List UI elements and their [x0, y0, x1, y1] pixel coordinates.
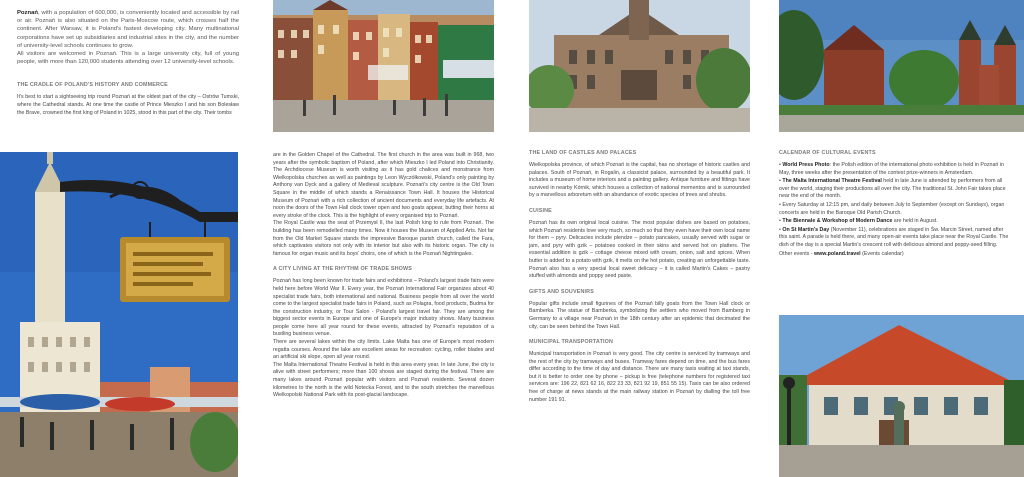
history-paragraph-2: The Royal Castle was the seat of Przemysł II, the last Polish king to rule from Poznań. The building has been remodelled many times. Now it houses the Museum of Applied Arts. Not far from the Old Market Square stands the impressive Baroque parish church, called the Fara, which captivates visitors not only with its interior but also with its historic organ. The city is famous for organ music and its boys' choirs, one of which is the Poznań Nightingales.: [273, 220, 494, 257]
calendar-item: • The Biennale & Workshop of Modern Dance are held in August.: [779, 218, 938, 225]
intro-text: , with a population of 600,000, is conveniently located and accessible by rail or air. Poznań is also situated on the Paris-Moscow route, which crosses half the continent. After Warsaw, it is Poland's fastest developing city. Many multinational corporations have set up subsidiaries and industrial sites in the city, and the number of university-level schools continues to grow.: [17, 10, 239, 49]
calendar-item-text: held in late June is attended by performers from all over the world, staging their productions all over the city. The traditional St. John Fair takes place near the end of the month.: [779, 178, 1006, 200]
column-4: [779, 150, 1011, 259]
gifts-paragraph: Popular gifts include small figurines of the Poznań billy goats from the Town Hall clock or Bamberka. The statue of Bamberka, symbolizing the settlers who moved from Bamberg in Germany to a village near Poznań in the 18th century after an epidemic that decimated the city, can be seen behind the Town Hall.: [529, 300, 750, 330]
column-2: [273, 152, 494, 400]
calendar-item-text: (November 11), celebrations are staged in Św. Marcin Street, named after this saint. A parade is held there, and many open-air events take place near the Royal Castle. The dish of the day is a special Martin's crescent roll with delicious almond and poppy-seed filling.: [779, 226, 1009, 248]
cuisine-paragraph: Poznań has its own original local cuisine. The most popular dishes are based on potatoes, which Poznań residents love very much, so much so that they even have their own local name for them – pyry. Delicacies include plendze – potato pancakes, usually served with sugar or jam, and pyry with gzik – potatoes cooked in their skins and served hot on platters. The essential addition is gzik – cottage cheese mixed with cream, onion, salt and spices. When butter is added to a potato with gzik, it melts on the hot potato, creating an unforgettable taste. Poznań also has a very special local sweet delicacy – it is called Martin's Cakes – pastry stuffed with almonds and poppy seed paste.: [529, 219, 750, 280]
transport-paragraph: Municipal transportation in Poznań is very good. The city centre is serviced by tramways and the rest of the city by tramways and buses. Tramway fares depend on time, and the bus fares differ according to the time of day and distance. There are many taxis waiting at taxi stands, but it is better to order one by phone – pickup is free (telephone numbers for registered taxi services are: 196 22, 821 62 16, 822 23 33, 821 92 19, 851 55 15). Taxis can be also ordered free of charge at news stands at the main railway station in Poznań by dialling the toll free number 191 91.: [529, 351, 750, 403]
calendar-item-text: : the Polish edition of the international photo exhibition is held in Poznań in May, three weeks after the presentation of the contest prize-winners in Amsterdam.: [779, 162, 1004, 176]
intro-city-name: Poznań: [17, 10, 38, 16]
column-3: [529, 150, 750, 404]
photo-old-town-square: [273, 0, 494, 132]
trade-paragraph-1: Poznań has long been known for trade fairs and exhibitions – Poland's largest trade fairs were held here before World War II. Every year, the Poznań International Fair organizes about 40 specialist trade fairs, both international and national. Business people from all over the world come to the largest specialist trade fairs in Poland, such as Polagra, food products, Budma for the construction industry, or Tour Salon - Poland's largest travel fair. They are among the biggest sector events in Europe and one of Europe's major industry shows. Many business people come here all year round for these events, attracted by Poznań's reputation of a bustling business venue.: [273, 278, 494, 338]
trade-paragraph-2: There are several lakes within the city limits. Lake Malta has one of Europe's most modern regatta courses. Around the lake are excellent areas for recreation: cycling, roller blades and an artificial ski slope, open all year round.: [273, 339, 494, 361]
calendar-item: • Every Saturday at 12:15 pm, and daily between July to September (except on Sundays), organ concerts are held in the Baroque Old Parish Church.: [779, 201, 1005, 216]
calendar-list: [779, 162, 1011, 258]
heading-cuisine: CUISINE: [529, 207, 552, 214]
other-events-link[interactable]: www.poland.travel: [814, 250, 861, 257]
calendar-item-title: World Press Photo: [782, 162, 830, 168]
heading-calendar: CALENDAR OF CULTURAL EVENTS: [779, 150, 876, 156]
heading-gifts: GIFTS AND SOUVENIRS: [529, 288, 594, 295]
intro-paragraph: [17, 9, 239, 50]
castles-paragraph: Wielkopolska province, of which Poznań is the capital, has no shortage of historic castles and palaces. South of Poznań, in Rogalin, a classicist palace, surrounded by a beautiful park. It includes a museum of home interiors and a painting gallery. Antique furniture and fittings have survived in nearby Kórnik, which houses a collection of national mementos and is surrounded by a marvellous arboretum with an abundance of exotic species of trees and shrubs.: [529, 162, 750, 199]
other-events-suffix: (Events calendar): [860, 250, 904, 257]
heading-transport: MUNICIPAL TRANSPORTATION: [529, 339, 614, 346]
calendar-item-text: Every Saturday at 12:15 pm, and daily between July to September (except on Sundays), organ concerts are held in the Baroque Old Parish Church.: [779, 201, 1005, 216]
calendar-item-title: The Malta International Theatre Festival: [782, 178, 882, 185]
heading-trade-shows: A CITY LIVING AT THE RHYTHM OF TRADE SHOWS: [273, 266, 412, 273]
history-paragraph-1: are in the Golden Chapel of the Cathedral. The first church in the area was built in 968, two years after the symbolic baptism of Poland, after which Mieszko I led Poland into Christianity. The Archdiocese Museum is worth visiting as it has gold chalices and monstrance from Wielkopolska churches as well as paintings by Leon Wyczółkowski, Poland's only painting by Anthony van Dyck and a gallery of Medieval sculpture. Poznań's city centre is the Old Town Square in the middle of which stands a Renaissance Town Hall. It houses the Historical Museum of Poznań with a rich collection of ancient documents and everyday life artefacts. At noon the doors of the Town Hall clock tower open and two goats appear, butting their horns at every stroke of the clock. This is the highlight of every organised trip to Poznań.: [273, 152, 494, 219]
trade-paragraph-3: The Malta International Theatre Festival is held in this area every year. In late June, the city is alive with street performers; more than 100 shows are staged during the festival. There are many lakes around Poznań popular with visitors and Poznań residents. Several dozen kilometres to the north is the wild Notecka Forest, and to the south stretches the marvellous Wielkopolski National Park with its post-glacial landscape.: [273, 361, 494, 399]
heading-cradle: THE CRADLE OF POLAND'S HISTORY AND COMMERCE: [17, 82, 168, 89]
calendar-item-text: are held in August.: [892, 218, 938, 225]
cradle-paragraph: It's best to start a sightseeing trip round Poznań at the oldest part of the city – Ostrów Tumski, where the Cathedral stands. At one time the castle of Prince Mieszko I and his son Bolesław the Brave, crowned the first king of Poland in 1025, stood in this part of the city. Their tombs: [17, 94, 239, 116]
calendar-item: • On St Martin's Day (November 11), celebrations are staged in Św. Marcin Street, named after this saint. A parade is held there, and many open-air events take place near the Royal Castle. The dish of the day is a special Martin's crescent roll with delicious almond and poppy-seed filling.: [779, 226, 1009, 248]
calendar-item-title: On St Martin's Day: [782, 226, 830, 233]
other-events-prefix: Other events -: [779, 250, 815, 257]
photo-red-roof-house: [779, 315, 1024, 477]
photo-town-hall-with-sign: [0, 152, 238, 477]
intro-paragraph-2: All visitors are welcomed in Poznań. This is a large university city, full of young people, with more than 120,000 students attending over 12 university-level schools.: [17, 51, 239, 66]
photo-cathedral: [779, 0, 1024, 132]
other-events: [779, 251, 1011, 259]
heading-castles: THE LAND OF CASTLES AND PALACES: [529, 150, 637, 156]
photo-university-hall: [529, 0, 750, 132]
calendar-item-title: The Biennale & Workshop of Modern Dance: [782, 218, 893, 225]
calendar-item: • World Press Photo: the Polish edition of the international photo exhibition is held in Poznań in May, three weeks after the presentation of the contest prize-winners in Amsterdam.: [779, 162, 1004, 176]
calendar-item: • The Malta International Theatre Festival held in late June is attended by performers from all over the world, staging their productions all over the city. The traditional St. John Fair takes place near the end of the month.: [779, 178, 1006, 200]
column-1: [17, 9, 239, 117]
